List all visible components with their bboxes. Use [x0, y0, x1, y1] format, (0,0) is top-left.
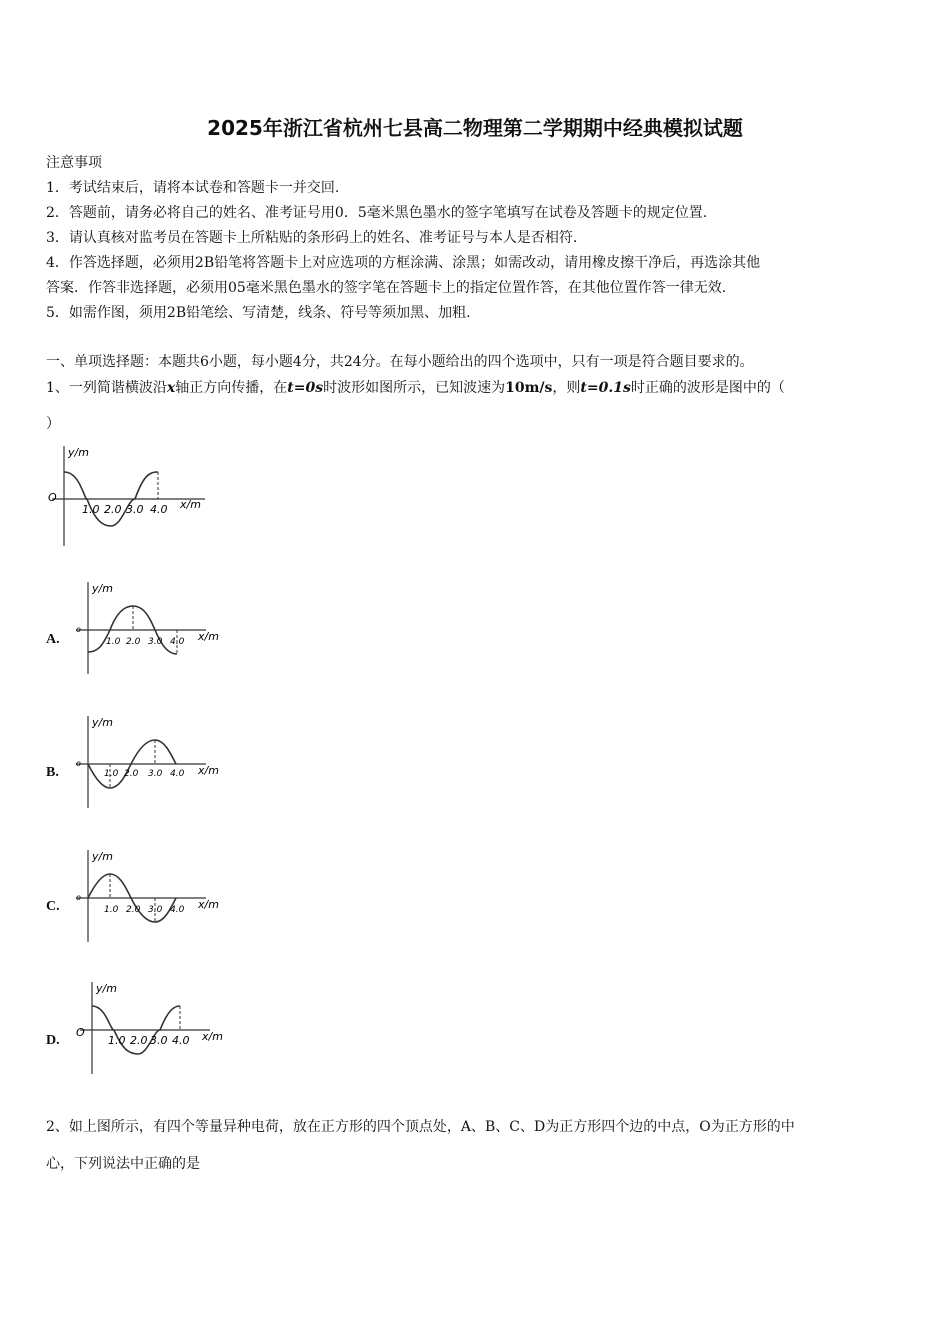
tick-label: 2.0	[130, 1034, 148, 1047]
question-2-line-1: 2、如上图所示，有四个等量异种电荷，放在正方形的四个顶点处，A、B、C、D为正方形四个边的中点，O为正方形的中	[46, 1119, 795, 1135]
tick-label: 3.0	[148, 769, 163, 779]
option-a-graph[interactable]	[66, 578, 236, 678]
tick-label: 4.0	[150, 503, 168, 516]
tick-label: 4.0	[170, 769, 185, 779]
origin-label: o	[76, 759, 81, 768]
tick-label: 3.0	[148, 905, 163, 915]
option-b-graph[interactable]	[66, 712, 236, 812]
origin-label: O	[48, 491, 57, 504]
origin-label: o	[76, 625, 81, 634]
tick-label: 2.0	[126, 637, 141, 647]
origin-label: o	[76, 893, 81, 902]
option-d-label[interactable]: D.	[46, 1033, 60, 1048]
question-2-line-2: 心，下列说法中正确的是	[46, 1156, 200, 1172]
notice-item-4: 4．作答选择题，必须用2B铅笔将答题卡上对应选项的方框涂满、涂黑；如需改动，请用橡皮擦干净后，再选涂其他	[46, 255, 761, 271]
y-axis-label: y/m	[68, 446, 89, 459]
tick-label: 3.0	[150, 1034, 168, 1047]
section-heading: 一、单项选择题：本题共6小题，每小题4分，共24分。在每小题给出的四个选项中，只有一项是符合题目要求的。	[46, 354, 754, 370]
x-axis-label: x/m	[198, 764, 219, 777]
tick-label: 4.0	[170, 905, 185, 915]
y-axis-label: y/m	[92, 582, 113, 595]
question-1-close: ）	[46, 416, 60, 432]
tick-label: 2.0	[126, 905, 141, 915]
option-c-label[interactable]: C.	[46, 899, 60, 914]
notice-item-4-cont: 答案．作答非选择题，必须用05毫米黑色墨水的签字笔在答题卡上的指定位置作答，在其他位置作答一律无效.	[46, 280, 727, 296]
tick-label: 1.0	[108, 1034, 126, 1047]
notice-item-2: 2．答题前，请务必将自己的姓名、准考证号用0．5毫米黑色墨水的签字笔填写在试卷及答题卡的规定位置.	[46, 205, 708, 221]
tick-label: 1.0	[104, 905, 119, 915]
y-axis-label: y/m	[92, 716, 113, 729]
tick-label: 1.0	[82, 503, 100, 516]
tick-label: 3.0	[148, 637, 163, 647]
notice-heading: 注意事项	[46, 155, 102, 171]
question-1-text: 1、一列简谐横波沿x轴正方向传播，在t=0s时波形如图所示，已知波速为10m/s，则t=0.1s时正确的波形是图中的（	[46, 380, 785, 396]
question-1-wave-graph	[40, 440, 220, 550]
x-axis-label: x/m	[198, 630, 219, 643]
origin-label: O	[76, 1026, 85, 1039]
y-axis-label: y/m	[92, 850, 113, 863]
y-axis-label: y/m	[96, 982, 117, 995]
notice-item-5: 5．如需作图，须用2B铅笔绘、写清楚，线条、符号等须加黑、加粗.	[46, 305, 471, 321]
tick-label: 3.0	[126, 503, 144, 516]
tick-label: 4.0	[172, 1034, 190, 1047]
x-axis-label: x/m	[180, 498, 201, 511]
x-axis-label: x/m	[202, 1030, 223, 1043]
tick-label: 2.0	[104, 503, 122, 516]
option-b-label[interactable]: B.	[46, 765, 59, 780]
option-c-graph[interactable]	[66, 846, 236, 946]
option-a-label[interactable]: A.	[46, 632, 60, 647]
tick-label: 2.0	[124, 769, 139, 779]
tick-label: 4.0	[170, 637, 185, 647]
tick-label: 1.0	[106, 637, 121, 647]
page-title: 2025年浙江省杭州七县高二物理第二学期期中经典模拟试题	[207, 116, 743, 140]
option-d-graph[interactable]	[66, 978, 246, 1078]
notice-item-1: 1．考试结束后，请将本试卷和答题卡一并交回.	[46, 180, 340, 196]
notice-item-3: 3．请认真核对监考员在答题卡上所粘贴的条形码上的姓名、准考证号与本人是否相符.	[46, 230, 578, 246]
x-axis-label: x/m	[198, 898, 219, 911]
tick-label: 1.0	[104, 769, 119, 779]
